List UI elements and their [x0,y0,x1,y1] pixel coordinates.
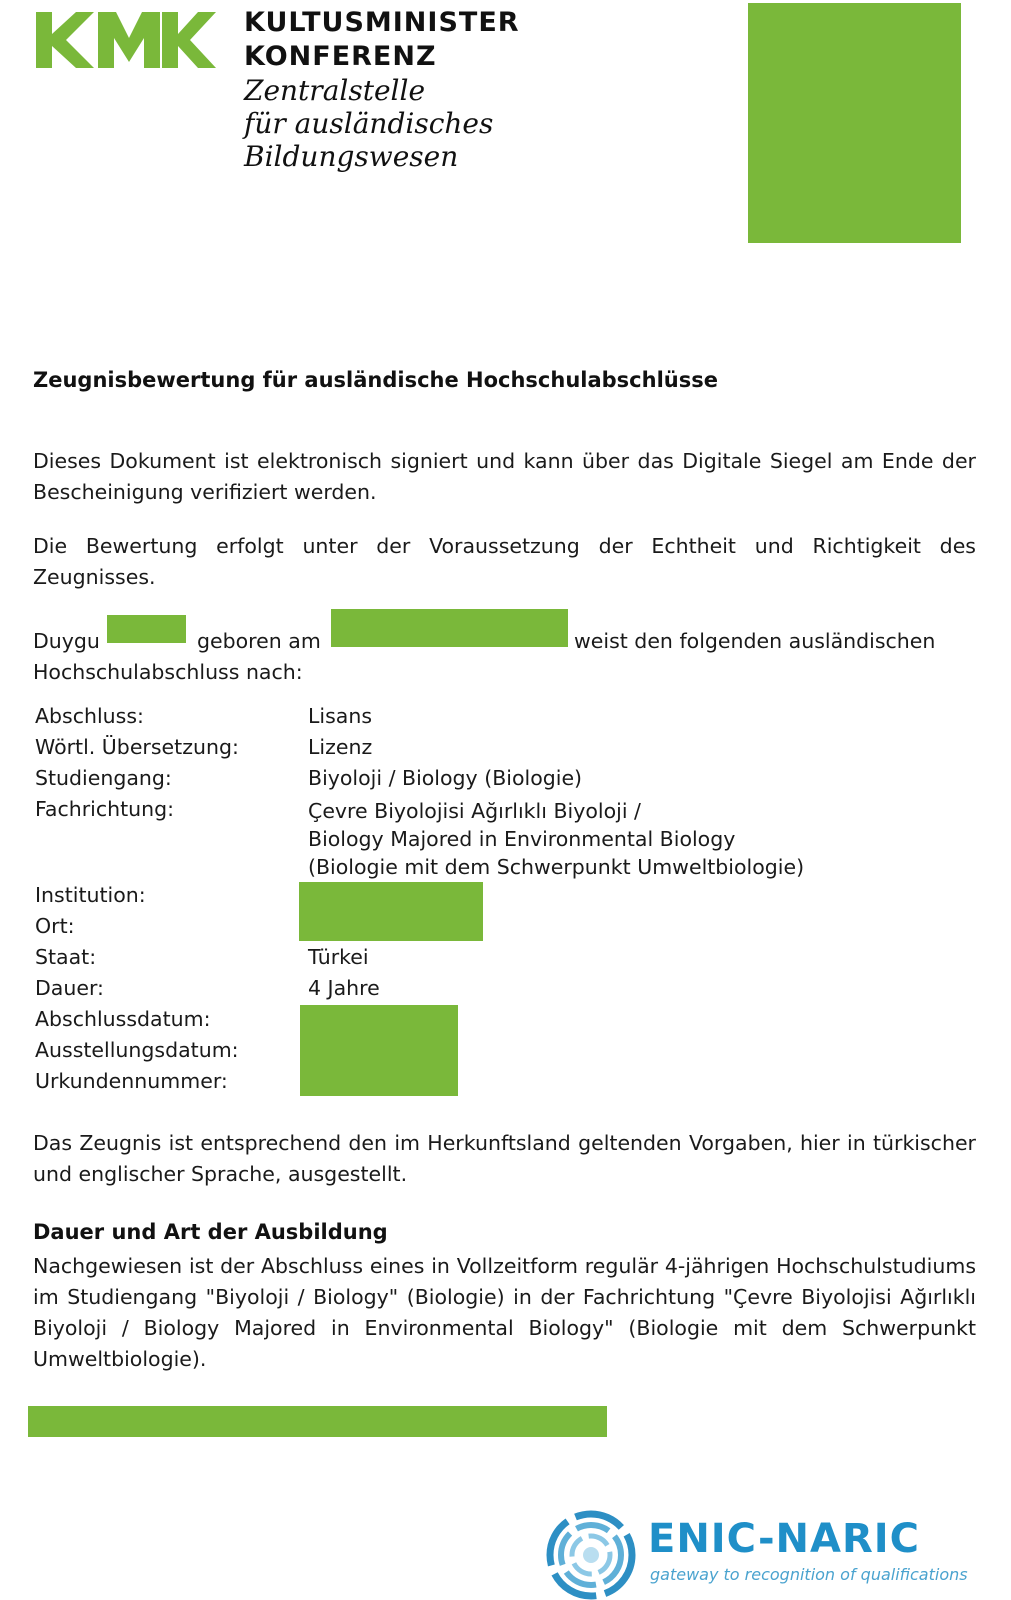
proves-text-continued: Hochschulabschluss nach: [33,660,303,684]
value-fachrichtung [308,797,804,881]
issued-note-paragraph: Das Zeugnis ist entsprechend den im Herkunftsland geltenden Vorgaben, hier in türkischer und englischer Sprache, ausgestellt. [33,1131,976,1186]
label-ausstellungsdatum: Ausstellungsdatum: [35,1038,239,1062]
redacted-photo [748,3,961,243]
value-fachrichtung-line2: Biology Majored in Environmental Biology [308,827,736,851]
redacted-last-name [107,615,186,643]
label-dauer: Dauer: [35,976,104,1000]
dept-name-line3: Bildungswesen [244,140,459,173]
person-first-name: Duygu [33,629,100,653]
org-name-line2: KONFERENZ [244,41,437,72]
value-abschluss: Lisans [308,704,373,728]
value-uebersetzung: Lizenz [308,735,373,759]
label-abschlussdatum: Abschlussdatum: [35,1007,211,1031]
section-title: Dauer und Art der Ausbildung [33,1220,388,1244]
enic-naric-emblem-icon [546,1510,636,1600]
label-institution: Institution: [35,883,146,907]
label-staat: Staat: [35,945,97,969]
dept-name-line2: für ausländisches [244,107,494,140]
value-staat: Türkei [308,945,369,969]
proves-text: weist den folgenden ausländischen [574,629,936,653]
value-fachrichtung-line3: (Biologie mit dem Schwerpunkt Umweltbiologie) [308,855,805,879]
dept-name-line1: Zentralstelle [244,74,426,107]
label-abschluss: Abschluss: [35,704,144,728]
value-studiengang: Biyoloji / Biology (Biologie) [308,766,583,790]
label-uebersetzung: Wörtl. Übersetzung: [35,735,239,759]
value-dauer: 4 Jahre [308,976,380,1000]
label-ort: Ort: [35,914,75,938]
label-urkundennummer: Urkundennummer: [35,1069,228,1093]
label-studiengang: Studiengang: [35,766,172,790]
redacted-birth-date [331,609,568,647]
redacted-dates-number [300,1005,458,1096]
kmk-logo-text [244,6,520,173]
born-label: geboren am [197,629,321,653]
redacted-footer-line [28,1406,607,1437]
intro-condition-paragraph: Die Bewertung erfolgt unter der Voraussetzung der Echtheit und Richtigkeit des Zeugnisses. [33,534,976,589]
kmk-logo-icon [36,12,216,68]
section-body-paragraph: Nachgewiesen ist der Abschluss eines in Vollzeitform regulär 4-jährigen Hochschulstudiums im Studiengang "Biyoloji / Biology" (Biologie) in der Fachrichtung "Çevre Biyolojisi Ağırlıklı Biyoloji / Biology Majored in Environmental Biology" (Biologie mit dem Schwerpunkt Umweltbiologie). [33,1254,976,1371]
redacted-institution-ort [299,882,483,941]
enic-naric-name: ENIC-NARIC [648,1516,921,1562]
intro-signed-paragraph: Dieses Dokument ist elektronisch signiert und kann über das Digitale Siegel am Ende der Bescheinigung verifiziert werden. [33,449,976,504]
value-fachrichtung-line1: Çevre Biyolojisi Ağırlıklı Biyoloji / [308,799,641,823]
enic-naric-tagline: gateway to recognition of qualifications [650,1565,968,1584]
document-title: Zeugnisbewertung für ausländische Hochschulabschlüsse [33,368,718,392]
org-name-line1: KULTUSMINISTER [244,7,520,38]
label-fachrichtung: Fachrichtung: [35,797,175,821]
